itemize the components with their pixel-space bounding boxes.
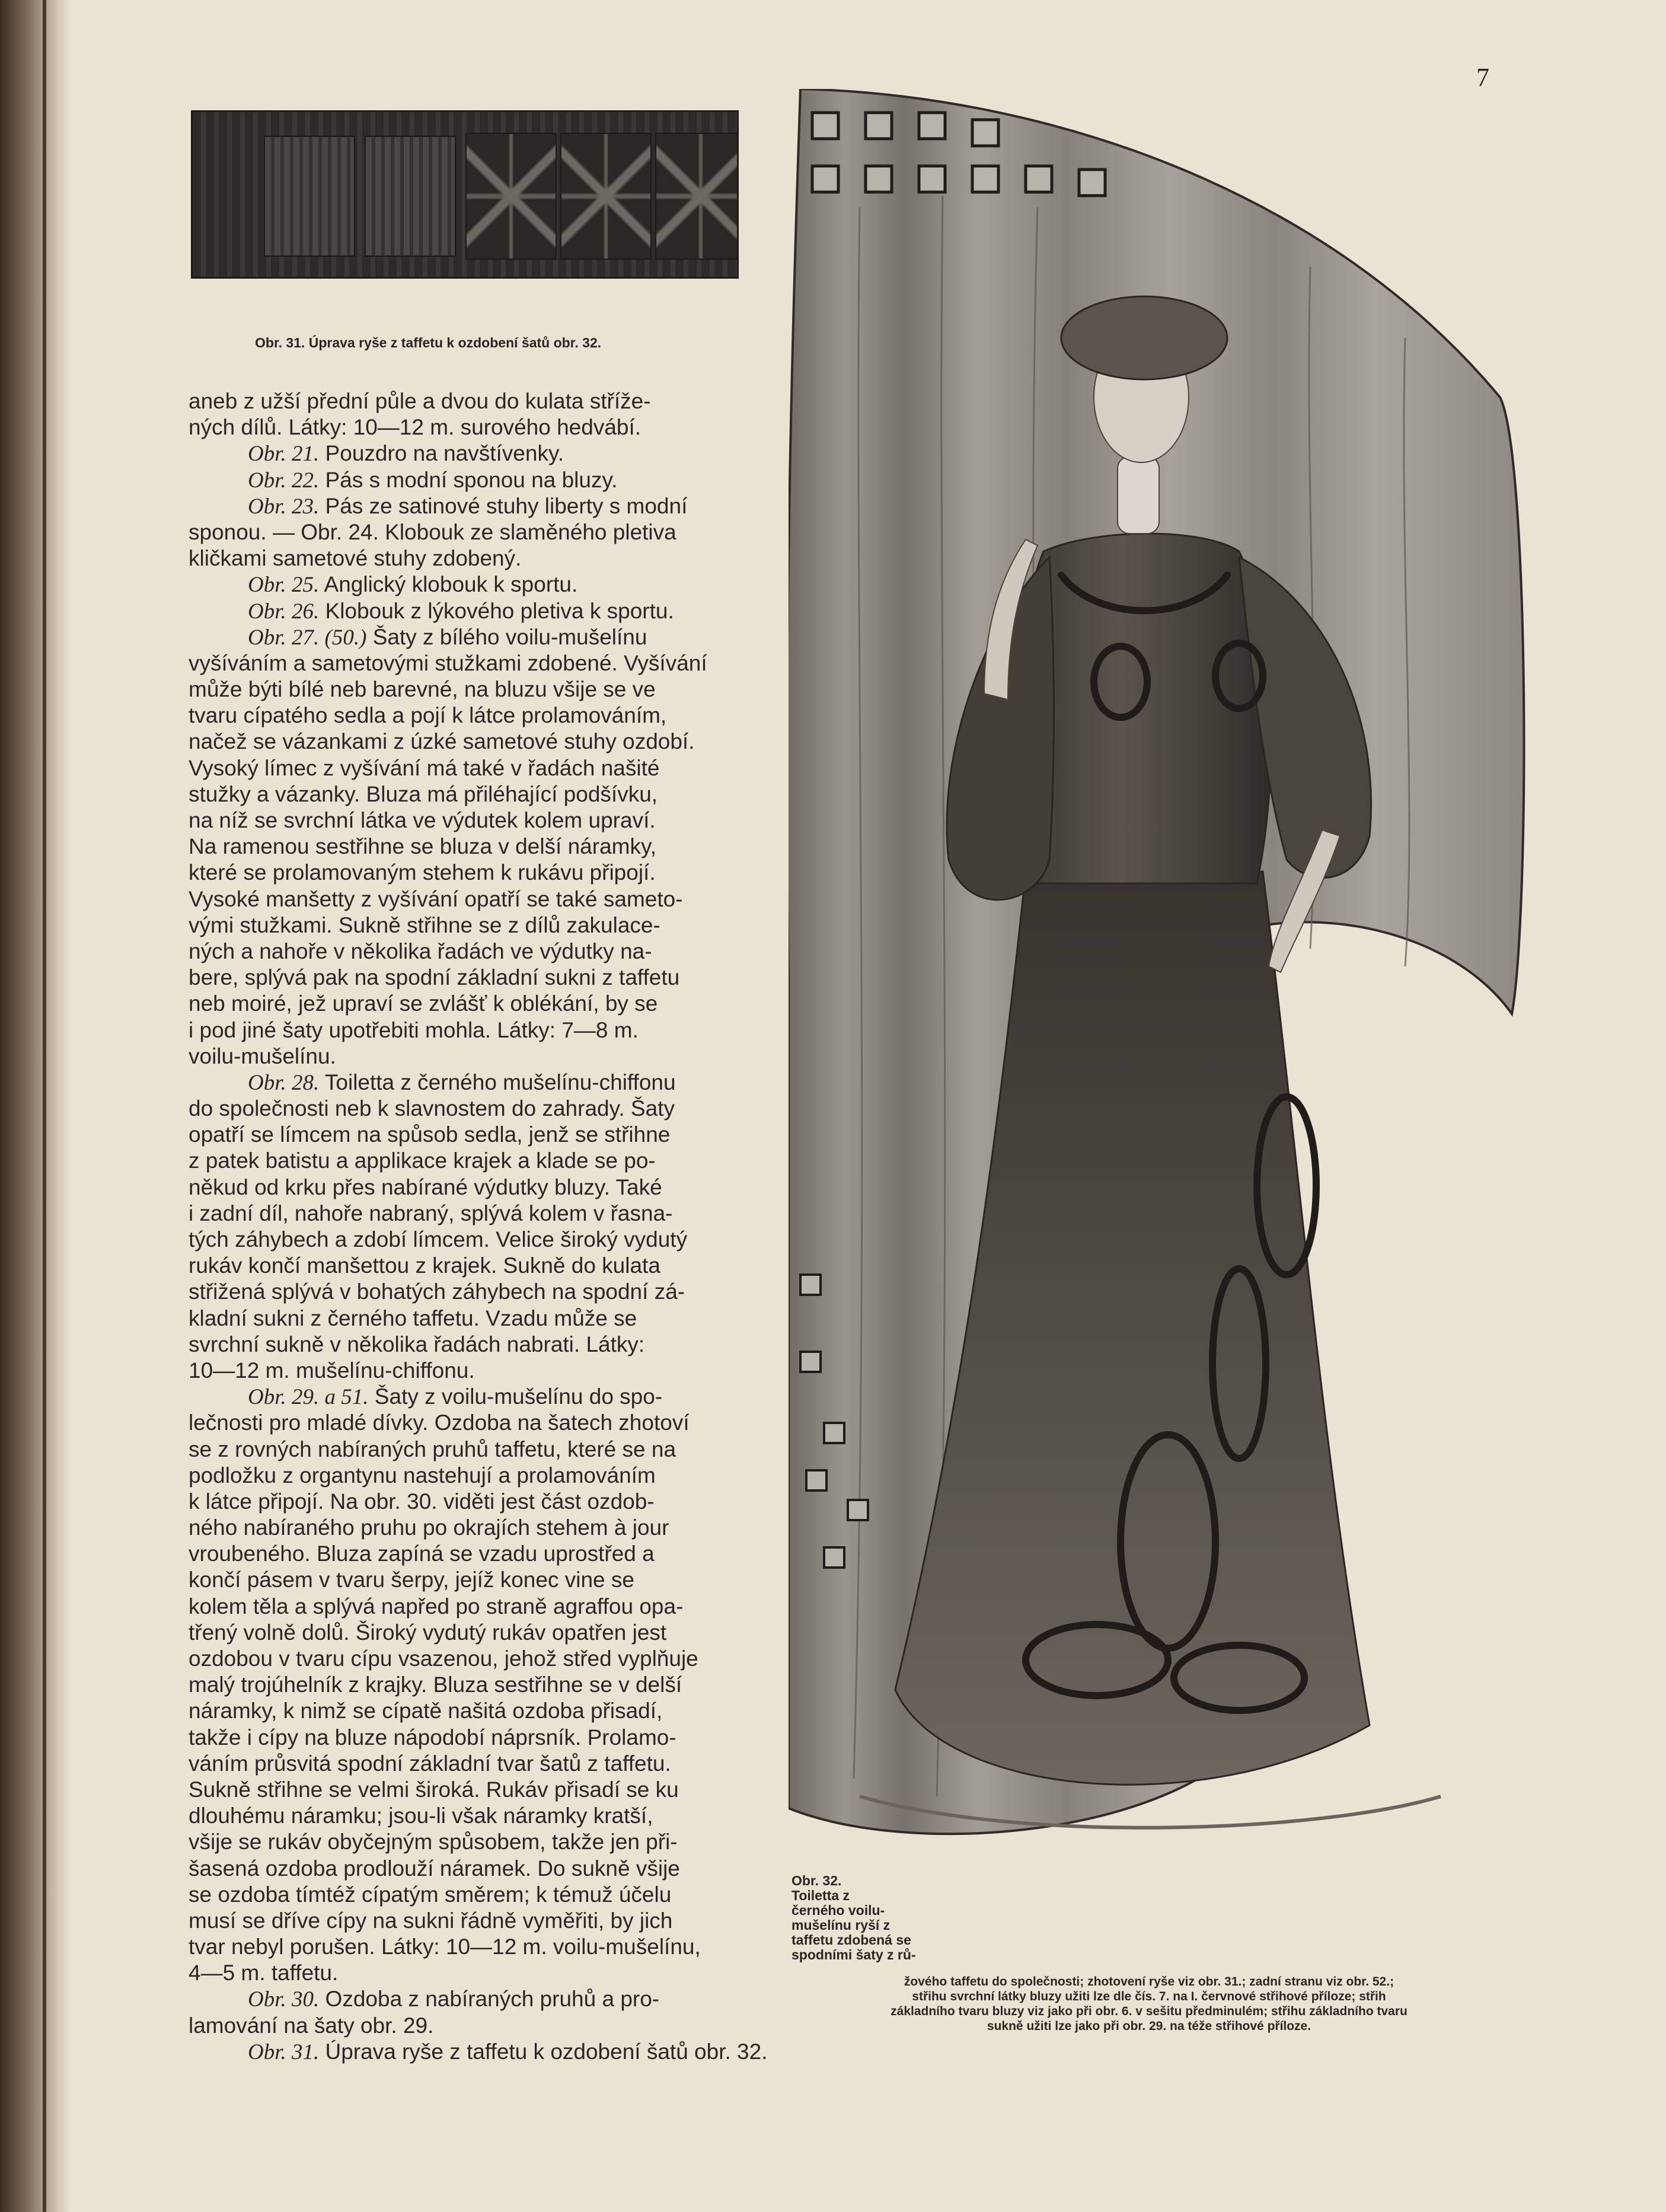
- body-text: i pod jiné šaty upotřebiti mohla. Látky: 7—8 m.: [189, 1017, 639, 1042]
- body-text-line: [189, 1620, 770, 1646]
- body-text: vými stužkami. Sukně střihne se z dílů zakulace-: [189, 912, 660, 937]
- body-text-line: [189, 572, 770, 598]
- body-text-line: [189, 545, 770, 572]
- figure-reference: Obr. 23.: [248, 494, 320, 519]
- body-text-line: [189, 1672, 770, 1698]
- figure-reference: Obr. 27. (50.): [248, 625, 367, 650]
- body-text-line: [189, 1279, 770, 1305]
- body-text-line: [189, 519, 770, 545]
- figure-reference: Obr. 26.: [248, 599, 320, 624]
- body-text: které se prolamovaným stehem k rukávu připojí.: [189, 860, 656, 885]
- body-text-line: [189, 1384, 770, 1410]
- body-text-line: [189, 860, 770, 886]
- figure-reference: Obr. 22.: [248, 468, 320, 493]
- body-text: střižená splývá v bohatých záhybech na spodní zá-: [189, 1279, 685, 1304]
- figure-31-caption: Obr. 31. Úprava ryše z taffetu k ozdobení šatů obr. 32.: [255, 335, 602, 350]
- ribbon-star-fold: [655, 133, 739, 260]
- figure-reference: Obr. 29. a 51.: [248, 1385, 369, 1410]
- body-text-line: [189, 1174, 770, 1201]
- body-text-line: [189, 650, 770, 676]
- body-text: tých záhybech a zdobí límcem. Velice široký vydutý: [189, 1227, 688, 1252]
- body-text: 4—5 m. taffetu.: [189, 1961, 339, 1986]
- body-text: náramky, k nimž se cípatě našitá ozdoba přisadí,: [189, 1699, 663, 1723]
- body-text-line: [189, 886, 770, 912]
- body-text-line: [189, 703, 770, 729]
- body-text: váním průsvitá spodní základní tvar šatů z taffetu.: [189, 1751, 671, 1776]
- body-text: opatří se límcem na spůsob sedla, jenž se střihne: [189, 1122, 671, 1147]
- figure-reference: Obr. 31.: [248, 2039, 320, 2064]
- body-text: z patek batistu a applikace krajek a klade se po-: [189, 1148, 656, 1173]
- body-text: Klobouk z lýkového pletiva k sportu.: [319, 598, 674, 623]
- body-text-line: [189, 1960, 770, 1986]
- body-text: načež se vázankami z úzké sametové stuhy ozdobí.: [189, 729, 695, 754]
- body-text: Šaty z bílého voilu-mušelínu: [366, 624, 647, 649]
- body-text: kladní sukni z černého taffetu. Vzadu může se: [189, 1306, 637, 1330]
- body-text: Vysoké manšetty z vyšívání opatří se také sameto-: [189, 886, 683, 911]
- figure-32-caption-bottom: [799, 1974, 1499, 2034]
- body-text-line: [189, 1777, 770, 1803]
- caption-line: střihu svrchní látky bluzy užiti lze dle čís. 7. na I. červnové střihové příloze; střih: [912, 1990, 1386, 2003]
- body-text: lamování na šaty obr. 29.: [189, 2013, 434, 2038]
- body-text-line: [189, 1908, 770, 1934]
- body-text: bere, splývá pak na spodní základní sukni z taffetu: [189, 965, 680, 990]
- caption-line: žového taffetu do společnosti; zhotovení ryše viz obr. 31.; zadní stranu viz obr. 52.;: [904, 1975, 1394, 1988]
- body-text-line: [189, 388, 770, 414]
- body-text-line: [189, 1934, 770, 1960]
- body-text: ných dílů. Látky: 10—12 m. surového hedvábí.: [189, 415, 641, 440]
- figure-32-caption-side: [791, 1873, 916, 1962]
- figure-reference: Obr. 25.: [248, 573, 320, 598]
- body-text: Na ramenou sestřihne se bluza v delší náramky,: [189, 834, 657, 859]
- body-text: všije se rukáv obyčejným spůsobem, takže jen při-: [189, 1830, 678, 1854]
- body-text: Anglický klobouk k sportu.: [319, 572, 578, 597]
- body-text-line: [189, 807, 770, 834]
- body-text: Ozdoba z nabíraných pruhů a pro-: [319, 1987, 660, 2012]
- body-text-line: [189, 1463, 770, 1489]
- body-text: k látce připojí. Na obr. 30. viděti jest část ozdob-: [189, 1489, 655, 1514]
- body-text: lečnosti pro mladé dívky. Ozdoba na šatech zhotoví: [189, 1410, 690, 1435]
- body-text: šasená ozdoba prodlouží náramek. Do sukně všije: [189, 1856, 680, 1881]
- spine-edge: [43, 0, 46, 2212]
- body-text-line: [189, 1829, 770, 1855]
- body-text: Pouzdro na navštívenky.: [319, 441, 564, 466]
- body-text: neb moiré, jež upraví se zvlášť k oblékání, by se: [189, 991, 658, 1016]
- body-text-line: [189, 729, 770, 755]
- body-text-line: [189, 1332, 770, 1358]
- body-text: Pás s modní sponou na bluzy.: [319, 467, 618, 492]
- ribbon-band: [365, 136, 456, 257]
- body-text: ného nabíraného pruhu po okrajích stehem à jour: [189, 1515, 669, 1540]
- body-text: i zadní díl, nahoře nabraný, splývá kolem v řasna-: [189, 1201, 673, 1225]
- body-text-line: [189, 441, 770, 467]
- fashion-illustration: [789, 89, 1536, 1879]
- ribbon-star-fold: [465, 133, 557, 260]
- ribbon-star-fold: [560, 133, 652, 260]
- body-text-line: [189, 1043, 770, 1070]
- body-text-line: [189, 1986, 770, 2012]
- caption-line: Toiletta z: [791, 1888, 850, 1903]
- body-text-line: [189, 1803, 770, 1829]
- caption-line: mušelínu ryší z: [791, 1917, 891, 1933]
- body-text: malý trojúhelník z krajky. Bluza sestřihne se v delší: [189, 1672, 682, 1697]
- body-text-line: [189, 414, 770, 441]
- body-text: někud od krku přes nabírané výdutky bluzy. Také: [189, 1174, 662, 1199]
- body-text-line: [189, 2013, 770, 2039]
- body-text-line: [189, 1306, 770, 1332]
- body-text-line: [189, 1567, 770, 1593]
- body-text-line: [189, 624, 770, 650]
- ribbon-band: [264, 136, 355, 257]
- body-text: sponou. — Obr. 24. Klobouk ze slaměného pletiva: [189, 519, 676, 544]
- body-text: takže i cípy na bluze nápodobí náprsník. Prolamo-: [189, 1725, 676, 1750]
- figure-reference: Obr. 21.: [248, 442, 320, 467]
- page-number: 7: [1476, 63, 1489, 92]
- body-text-line: [189, 1201, 770, 1227]
- body-text-line: [189, 1437, 770, 1463]
- body-text: se ozdoba tímtéž cípatým směrem; k témuž účelu: [189, 1882, 672, 1907]
- body-text: Pás ze satinové stuhy liberty s modní: [319, 493, 688, 518]
- body-text: Vysoký límec z vyšívání má také v řadách našité: [189, 755, 660, 780]
- body-text-line: [189, 834, 770, 860]
- body-text-line: [189, 1856, 770, 1882]
- caption-line: sukně užiti lze jako při obr. 29. na téže střihové příloze.: [987, 2019, 1311, 2033]
- body-text: kolem těla a splývá napřed po straně agraffou opa-: [189, 1594, 684, 1619]
- body-text: Toiletta z černého mušelínu-chiffonu: [319, 1070, 676, 1094]
- caption-line: Obr. 32.: [791, 1873, 842, 1888]
- body-text-line: [189, 1148, 770, 1174]
- body-text: tvaru cípatého sedla a pojí k látce prolamováním,: [189, 703, 667, 728]
- body-text: končí pásem v tvaru šerpy, jejíž konec vine se: [189, 1568, 634, 1592]
- caption-line: černého voilu-: [791, 1903, 885, 1918]
- body-text-line: [189, 991, 770, 1017]
- body-text-line: [189, 1698, 770, 1724]
- body-text-line: [189, 1489, 770, 1515]
- body-text: do společnosti neb k slavnostem do zahrady. Šaty: [189, 1096, 675, 1121]
- body-text-line: [189, 1096, 770, 1122]
- body-text: stužky a vázanky. Bluza má přiléhající podšívku,: [189, 781, 658, 806]
- body-text: 10—12 m. mušelínu-chiffonu.: [189, 1358, 475, 1383]
- body-text-line: [189, 1070, 770, 1096]
- body-text-column: [189, 388, 770, 2065]
- body-text-line: [189, 755, 770, 781]
- body-text-line: [189, 1122, 770, 1148]
- body-text: voilu-mušelínu.: [189, 1043, 336, 1068]
- figure-reference: Obr. 30.: [248, 1987, 320, 2012]
- hat: [1061, 296, 1227, 379]
- body-text: dlouhému náramku; jsou-li však náramky kratší,: [189, 1804, 653, 1828]
- body-text-line: [189, 1882, 770, 1908]
- body-text-line: [189, 676, 770, 703]
- body-text-line: [189, 1410, 770, 1436]
- figure-reference: Obr. 28.: [248, 1070, 320, 1095]
- body-text-line: [189, 1227, 770, 1253]
- body-text: Úprava ryše z taffetu k ozdobení šatů obr. 32.: [319, 2039, 768, 2064]
- body-text: ných a nahoře v několika řadách ve výdutky na-: [189, 939, 652, 963]
- body-text: Sukně střihne se velmi široká. Rukáv přisadí se ku: [189, 1777, 679, 1802]
- body-text-line: [189, 598, 770, 624]
- body-text: třený volně dolů. Široký vydutý rukáv opatřen jest: [189, 1620, 667, 1645]
- body-text: se z rovných nabíraných pruhů taffetu, které se na: [189, 1437, 676, 1461]
- body-text: svrchní sukně v několika řadách nabrati. Látky:: [189, 1332, 645, 1356]
- body-text: může býti bílé neb barevné, na bluzu všije se ve: [189, 677, 656, 702]
- body-text-line: [189, 1515, 770, 1541]
- body-text-line: [189, 781, 770, 807]
- body-text-line: [189, 1725, 770, 1751]
- body-text: Šaty z voilu-mušelínu do spo-: [368, 1384, 663, 1409]
- body-text-line: [189, 467, 770, 493]
- body-text-line: [189, 493, 770, 519]
- body-text-line: [189, 2039, 770, 2065]
- body-text-line: [189, 1017, 770, 1043]
- body-text: tvar nebyl porušen. Látky: 10—12 m. voilu-mušelínu,: [189, 1935, 701, 1959]
- caption-line: spodními šaty z rů-: [791, 1947, 916, 1962]
- body-text-line: [189, 1646, 770, 1672]
- caption-line: taffetu zdobená se: [791, 1932, 911, 1948]
- body-text: kličkami sametové stuhy zdobený.: [189, 546, 522, 571]
- body-text: aneb z užší přední půle a dvou do kulata stříže-: [189, 389, 651, 413]
- body-text-line: [189, 1253, 770, 1279]
- body-text-line: [189, 939, 770, 965]
- caption-line: základního tvaru bluzy viz jako při obr. 6. v sešitu předminulém; střihu základního tvaru: [891, 2004, 1408, 2018]
- body-text-line: [189, 965, 770, 991]
- body-text: vroubeného. Bluza zapíná se vzadu uprostřed a: [189, 1541, 655, 1566]
- body-text-line: [189, 1594, 770, 1620]
- body-text: musí se dříve cípy na sukni řádně vyměřiti, by jich: [189, 1908, 673, 1933]
- body-text: podložku z organtynu nastehují a prolamováním: [189, 1463, 656, 1488]
- body-text-line: [189, 1358, 770, 1384]
- body-text: vyšíváním a sametovými stužkami zdobené. Vyšívání: [189, 650, 707, 675]
- body-text-line: [189, 912, 770, 939]
- body-text-line: [189, 1541, 770, 1567]
- body-text: ozdobou v tvaru cípu vsazenou, jehož střed vyplňuje: [189, 1646, 698, 1671]
- book-spine: [0, 0, 71, 2212]
- body-text: na níž se svrchní látka ve výdutek kolem upraví.: [189, 808, 656, 832]
- ribbon-trim-photo: [191, 110, 739, 279]
- body-text: rukáv končí manšettou z krajek. Sukně do kulata: [189, 1253, 660, 1278]
- body-text-line: [189, 1751, 770, 1777]
